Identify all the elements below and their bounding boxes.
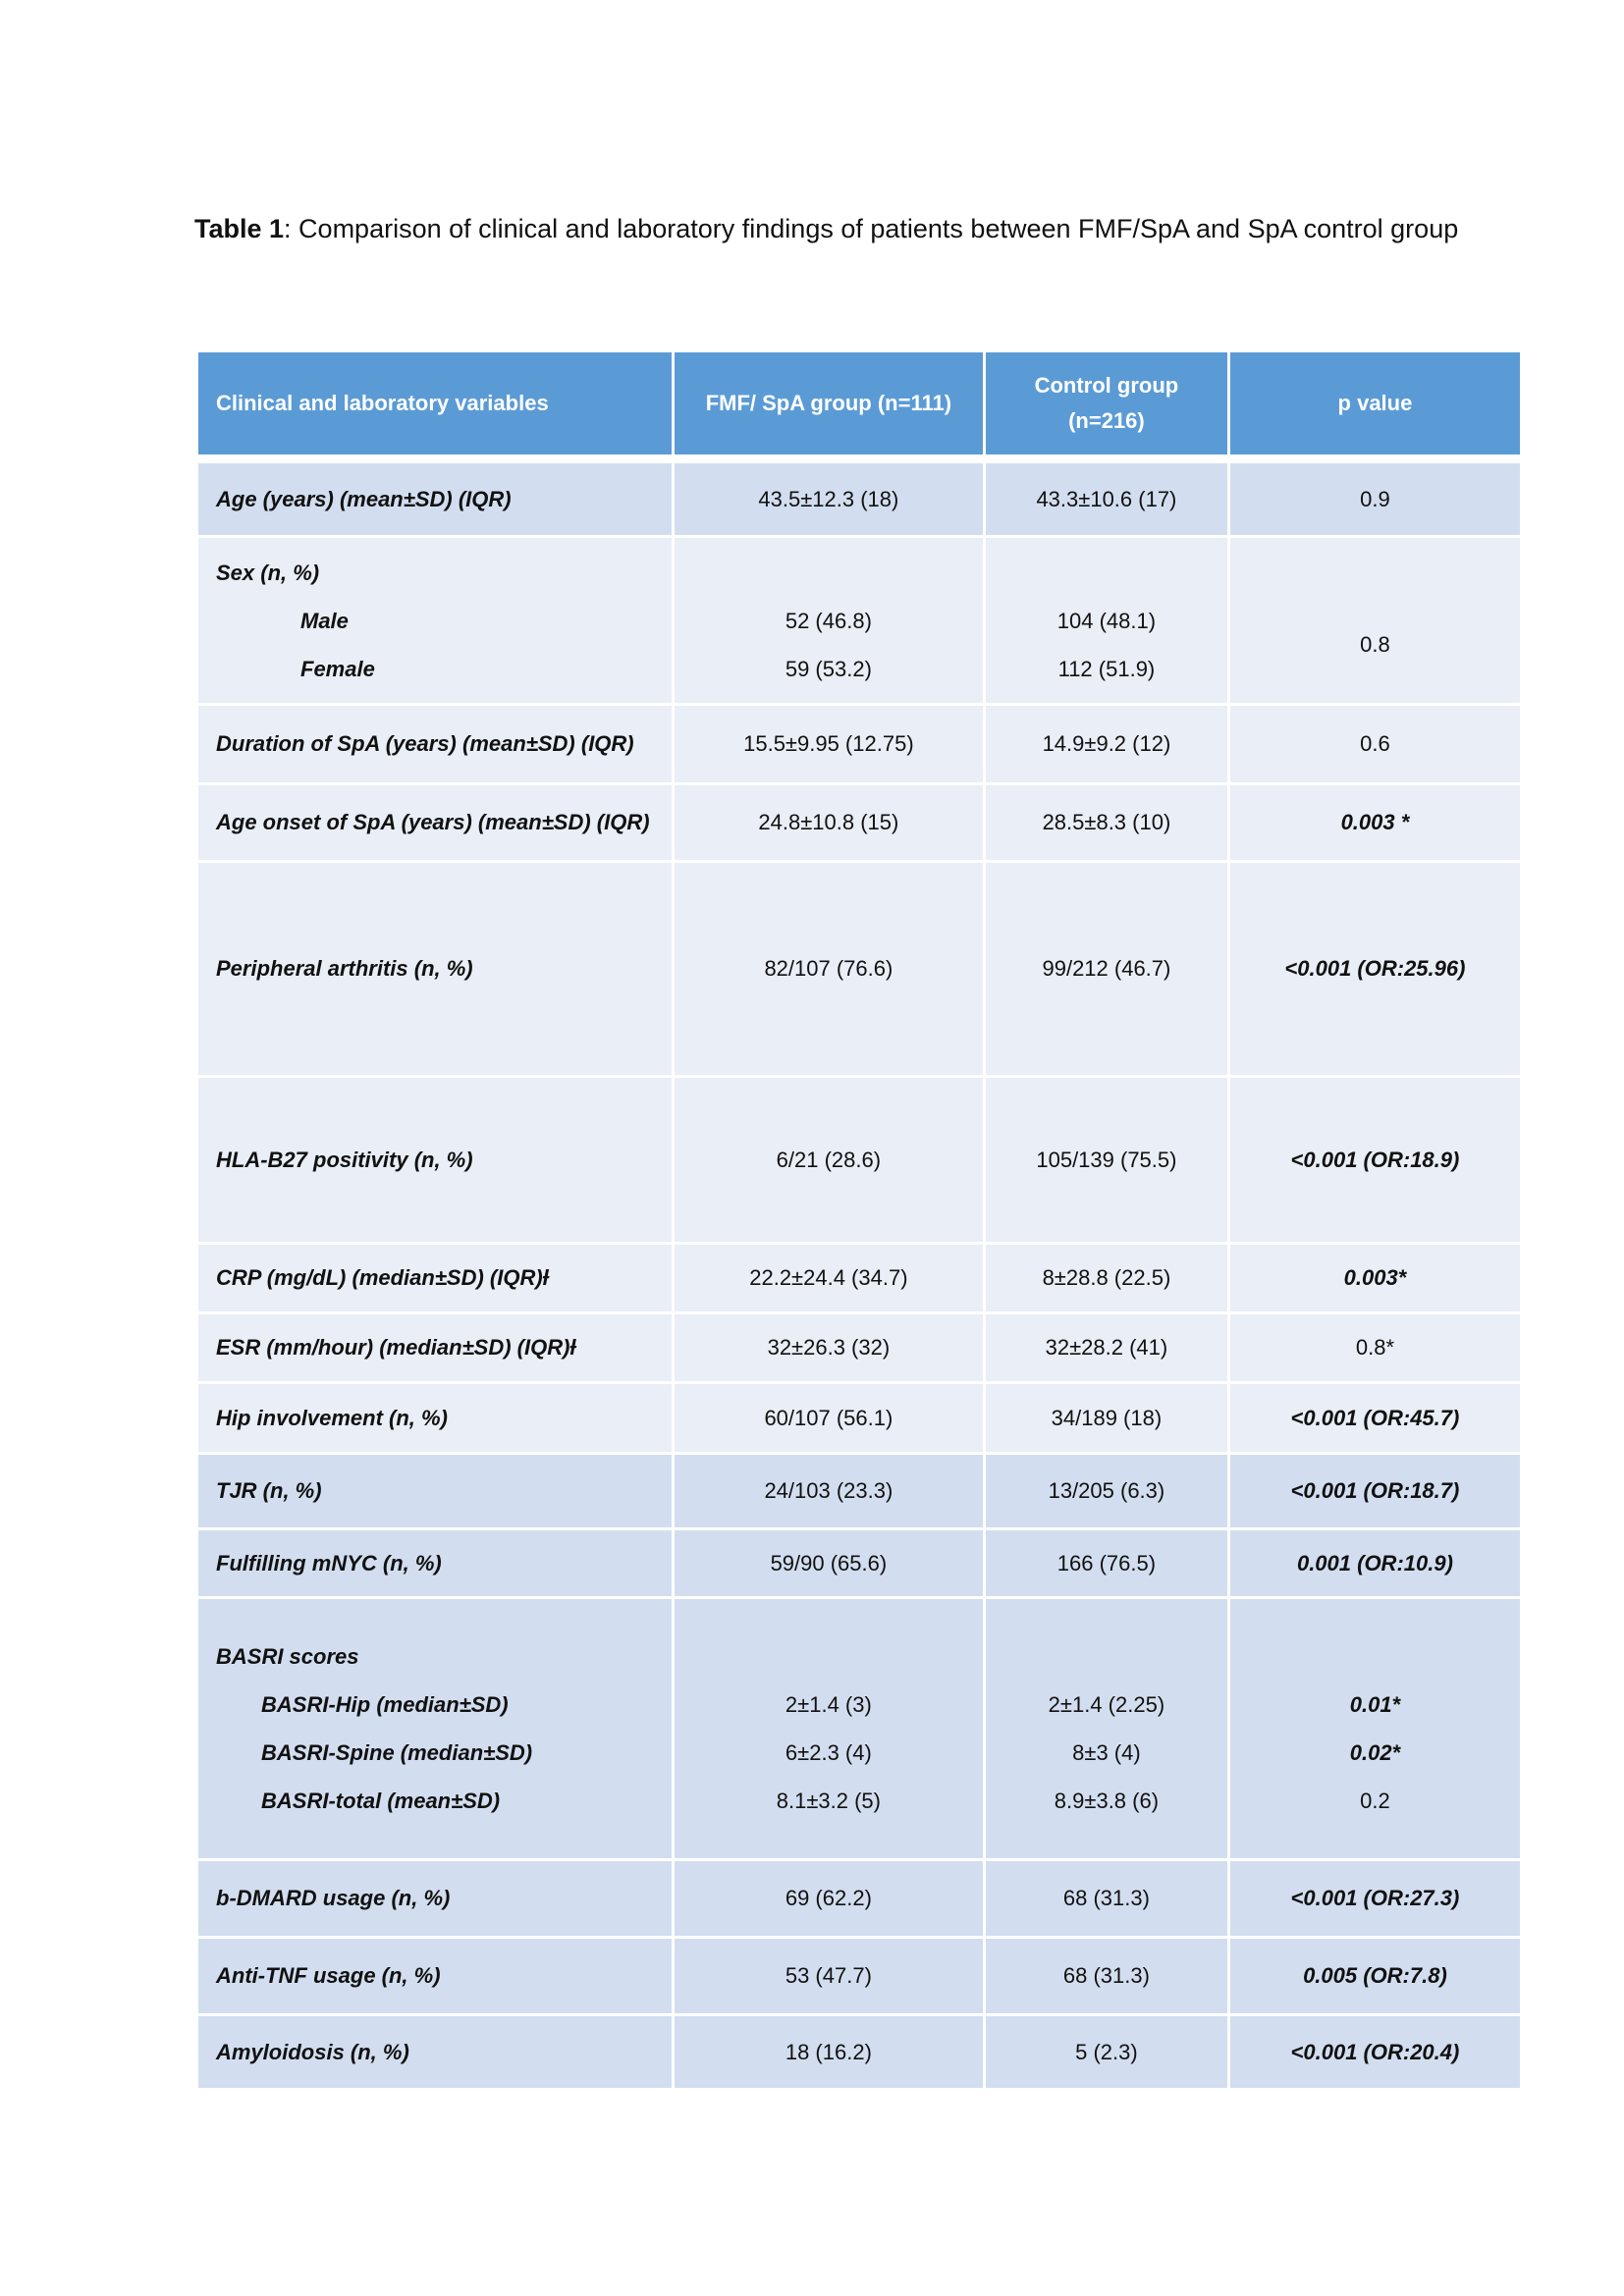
table-row — [198, 1078, 1520, 1242]
control-value-cell: 32±28.2 (41) — [986, 1314, 1227, 1381]
control-value-cell: 5 (2.3) — [986, 2016, 1227, 2088]
p-value-cell — [1230, 538, 1520, 703]
control-value: 8±3 (4) — [1072, 1740, 1141, 1765]
sub-variable-label: BASRI-Spine (median±SD) — [261, 1740, 533, 1765]
control-value-cell: 105/139 (75.5) — [986, 1078, 1227, 1242]
fmf-value: 6±2.3 (4) — [785, 1740, 872, 1765]
fmf-value-cell: 59/90 (65.6) — [675, 1530, 983, 1596]
variable-label: BASRI scores — [216, 1644, 359, 1669]
table-caption-text: : Comparison of clinical and laboratory findings of patients between FMF/SpA and SpA control group — [284, 214, 1459, 243]
fmf-value-cell: 24/103 (23.3) — [675, 1455, 983, 1527]
table-row — [198, 785, 1520, 860]
table-caption — [194, 208, 1471, 250]
variable-cell: ESR (mm/hour) (median±SD) (IQR)ƚ — [198, 1314, 672, 1381]
variable-cell: Hip involvement (n, %) — [198, 1384, 672, 1452]
fmf-value: 59 (53.2) — [785, 656, 872, 681]
variable-cell: Duration of SpA (years) (mean±SD) (IQR) — [198, 706, 672, 782]
variable-cell: CRP (mg/dL) (median±SD) (IQR)ƚ — [198, 1245, 672, 1311]
p-value-cell: 0.003 * — [1230, 785, 1520, 860]
control-value-cell — [986, 538, 1227, 703]
control-value-cell: 43.3±10.6 (17) — [986, 463, 1227, 535]
sub-variable-label: BASRI-total (mean±SD) — [261, 1789, 501, 1813]
control-value-cell: 34/189 (18) — [986, 1384, 1227, 1452]
spacer — [198, 457, 1520, 460]
table-caption-label: Table 1 — [194, 214, 285, 243]
empty — [1003, 549, 1210, 597]
empty — [692, 549, 965, 597]
table-row — [198, 1599, 1520, 1858]
p-value-cell: 0.8* — [1230, 1314, 1520, 1381]
variable-cell: Age (years) (mean±SD) (IQR) — [198, 463, 672, 535]
fmf-value-cell: 82/107 (76.6) — [675, 863, 983, 1075]
table-row — [198, 1455, 1520, 1527]
header-row — [198, 352, 1520, 454]
p-value-cell: 0.003* — [1230, 1245, 1520, 1311]
table-row — [198, 1530, 1520, 1596]
p-value-cell: <0.001 (OR:45.7) — [1230, 1384, 1520, 1452]
table-row — [198, 1861, 1520, 1936]
empty — [1003, 1632, 1210, 1681]
fmf-value-cell: 53 (47.7) — [675, 1939, 983, 2013]
fmf-value-cell: 43.5±12.3 (18) — [675, 463, 983, 535]
p-value-cell: <0.001 (OR:20.4) — [1230, 2016, 1520, 2088]
control-value-cell: 68 (31.3) — [986, 1861, 1227, 1936]
variable-cell: Age onset of SpA (years) (mean±SD) (IQR) — [198, 785, 672, 860]
sub-variable-label: Male — [300, 608, 349, 633]
p-value-cell: 0.001 (OR:10.9) — [1230, 1530, 1520, 1596]
fmf-value-cell: 15.5±9.95 (12.75) — [675, 706, 983, 782]
control-value-cell: 166 (76.5) — [986, 1530, 1227, 1596]
fmf-value-cell: 32±26.3 (32) — [675, 1314, 983, 1381]
sub-variable-label: BASRI-Hip (median±SD) — [261, 1692, 509, 1717]
control-value-cell: 28.5±8.3 (10) — [986, 785, 1227, 860]
table-row — [198, 463, 1520, 535]
fmf-value-cell: 24.8±10.8 (15) — [675, 785, 983, 860]
table-row — [198, 538, 1520, 703]
fmf-value-cell: 69 (62.2) — [675, 1861, 983, 1936]
p-value-cell — [1230, 1599, 1520, 1858]
fmf-value-cell: 22.2±24.4 (34.7) — [675, 1245, 983, 1311]
header-fmf-group: FMF/ SpA group (n=111) — [675, 352, 983, 454]
variable-cell: Fulfilling mNYC (n, %) — [198, 1530, 672, 1596]
header-control-group: Control group (n=216) — [986, 352, 1227, 454]
control-value-cell: 68 (31.3) — [986, 1939, 1227, 2013]
p-value: 0.01* — [1349, 1692, 1401, 1717]
table-row — [198, 1245, 1520, 1311]
p-value: 0.8 — [1360, 632, 1390, 657]
header-p-value: p value — [1230, 352, 1520, 454]
p-value-cell: <0.001 (OR:27.3) — [1230, 1861, 1520, 1936]
fmf-value: 2±1.4 (3) — [785, 1692, 872, 1717]
empty — [1248, 1632, 1502, 1681]
fmf-value-cell: 18 (16.2) — [675, 2016, 983, 2088]
variable-cell — [198, 1599, 672, 1858]
fmf-value: 52 (46.8) — [785, 608, 872, 633]
variable-cell: Amyloidosis (n, %) — [198, 2016, 672, 2088]
p-value-cell: <0.001 (OR:18.9) — [1230, 1078, 1520, 1242]
control-value: 104 (48.1) — [1056, 608, 1157, 633]
table-row — [198, 706, 1520, 782]
variable-cell — [198, 538, 672, 703]
control-value-cell: 8±28.8 (22.5) — [986, 1245, 1227, 1311]
variable-cell: Anti-TNF usage (n, %) — [198, 1939, 672, 2013]
table-row — [198, 1939, 1520, 2013]
sub-variable-label: Female — [300, 656, 375, 681]
fmf-value-cell: 60/107 (56.1) — [675, 1384, 983, 1452]
empty — [1248, 572, 1502, 620]
fmf-value-cell — [675, 538, 983, 703]
variable-cell: HLA-B27 positivity (n, %) — [198, 1078, 672, 1242]
control-value-cell: 99/212 (46.7) — [986, 863, 1227, 1075]
variable-cell: b-DMARD usage (n, %) — [198, 1861, 672, 1936]
header-variables: Clinical and laboratory variables — [198, 352, 672, 454]
fmf-value-cell: 6/21 (28.6) — [675, 1078, 983, 1242]
table-row — [198, 863, 1520, 1075]
variable-cell: Peripheral arthritis (n, %) — [198, 863, 672, 1075]
p-value: 0.02* — [1349, 1740, 1401, 1765]
table-row — [198, 2016, 1520, 2088]
table-row — [198, 1384, 1520, 1452]
control-value: 112 (51.9) — [1057, 656, 1156, 681]
variable-cell: TJR (n, %) — [198, 1455, 672, 1527]
comparison-table — [195, 349, 1523, 2091]
p-value-cell: <0.001 (OR:25.96) — [1230, 863, 1520, 1075]
fmf-value-cell — [675, 1599, 983, 1858]
p-value-cell: 0.005 (OR:7.8) — [1230, 1939, 1520, 2013]
variable-label: Sex (n, %) — [216, 560, 320, 585]
empty — [692, 1632, 965, 1681]
p-value-cell: <0.001 (OR:18.7) — [1230, 1455, 1520, 1527]
p-value: 0.2 — [1360, 1789, 1390, 1813]
control-value-cell: 14.9±9.2 (12) — [986, 706, 1227, 782]
p-value-cell: 0.9 — [1230, 463, 1520, 535]
control-value-cell — [986, 1599, 1227, 1858]
control-value-cell: 13/205 (6.3) — [986, 1455, 1227, 1527]
table-row — [198, 1314, 1520, 1381]
fmf-value: 8.1±3.2 (5) — [776, 1789, 881, 1813]
p-value-cell: 0.6 — [1230, 706, 1520, 782]
spacer-row — [198, 457, 1520, 460]
control-value: 2±1.4 (2.25) — [1048, 1692, 1165, 1717]
control-value: 8.9±3.8 (6) — [1054, 1789, 1160, 1813]
